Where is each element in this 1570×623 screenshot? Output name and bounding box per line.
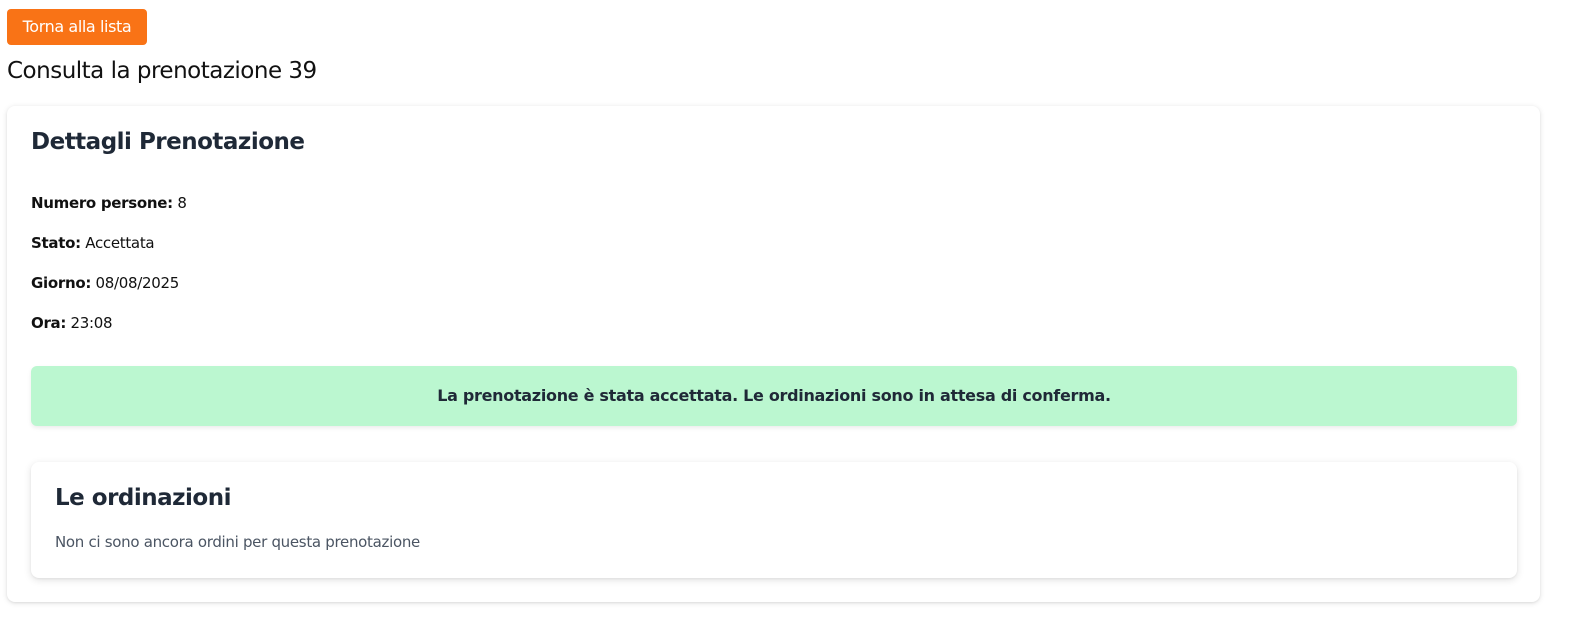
orders-card (31, 462, 1517, 578)
booking-details-card (7, 106, 1540, 602)
status-alert: La prenotazione è stata accettata. Le ordinazioni sono in attesa di conferma. (31, 366, 1517, 426)
orders-empty-message: Non ci sono ancora ordini per questa prenotazione (55, 533, 420, 551)
orders-title: Le ordinazioni (55, 485, 231, 511)
field-label: Numero persone: (31, 194, 173, 212)
field-value: 8 (177, 194, 187, 212)
field-time (31, 312, 112, 334)
field-label: Giorno: (31, 274, 92, 292)
field-value: 08/08/2025 (95, 274, 179, 292)
back-to-list-button[interactable]: Torna alla lista (7, 9, 147, 45)
field-value: 23:08 (70, 314, 113, 332)
field-day (31, 272, 179, 294)
field-value: Accettata (85, 234, 155, 252)
field-label: Stato: (31, 234, 81, 252)
field-status (31, 232, 154, 254)
details-title: Dettagli Prenotazione (31, 129, 305, 155)
field-number-of-people (31, 192, 187, 214)
field-label: Ora: (31, 314, 67, 332)
page-title: Consulta la prenotazione 39 (7, 58, 317, 84)
